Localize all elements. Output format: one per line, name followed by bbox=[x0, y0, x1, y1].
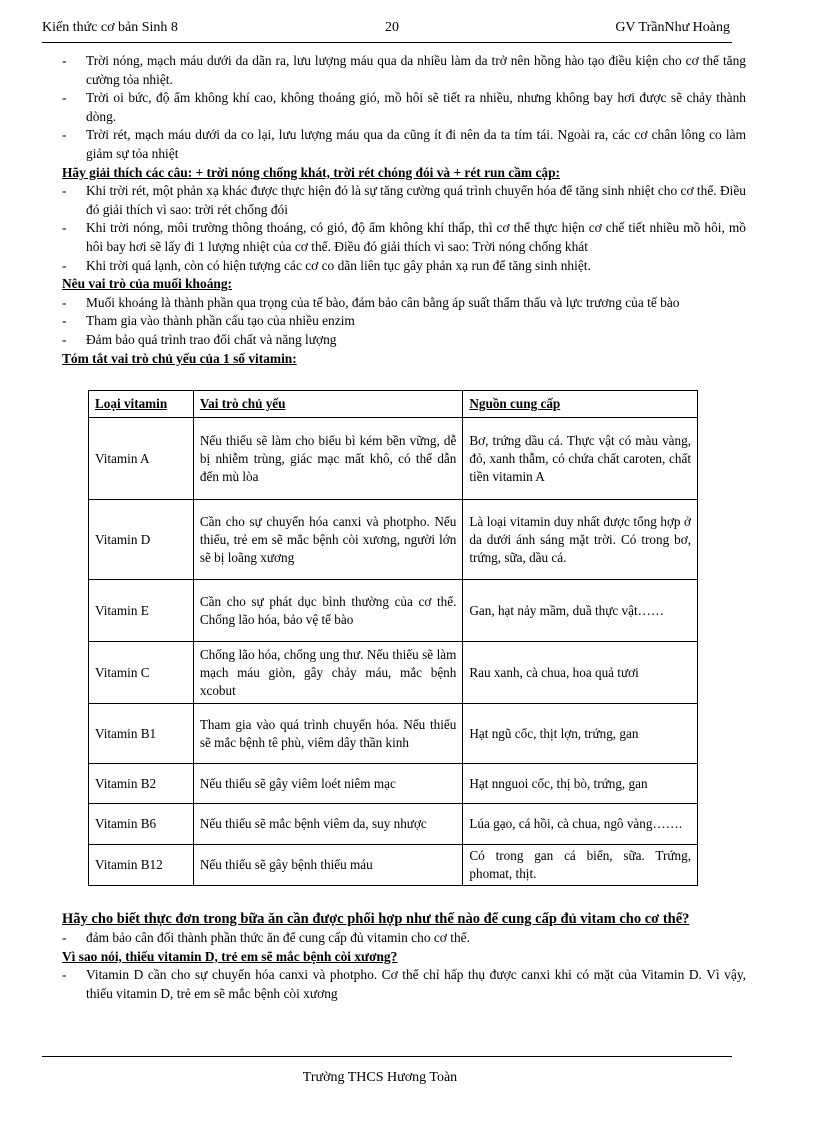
vitamin-source-cell: Bơ, trứng dầu cá. Thực vật có màu vàng, đỏ, xanh thẫm, có chứa chất caroten, chất tiền vitamin A bbox=[463, 418, 698, 500]
table-row bbox=[89, 500, 698, 580]
bullet-item: - Vitamin D cần cho sự chuyển hóa canxi và photpho. Cơ thể chỉ hấp thụ được canxi khi có mặt của Vitamin D. Vì vậy, thiếu vitamin D, trẻ em sẽ mắc bệnh còi xương bbox=[62, 967, 746, 1001]
section-heading-menu: Hãy cho biết thực đơn trong bữa ăn cần được phối hợp như thế nào để cung cấp đủ vitam cho cơ thể? bbox=[62, 911, 690, 928]
column-header-vitamin: Loại vitamin bbox=[89, 391, 194, 418]
vitamin-name-cell: Vitamin B12 bbox=[89, 845, 194, 886]
vitamin-source-cell: Có trong gan cá biển, sữa. Trứng, phomat, thịt. bbox=[463, 845, 698, 886]
vitamin-source-cell: Lúa gạo, cá hồi, cà chua, ngô vàng……. bbox=[463, 804, 698, 845]
vitamin-source-cell: Là loại vitamin duy nhất được tổng hợp ở da dưới ánh sáng mặt trời. Có trong bơ, trứng, sữa, dầu cá. bbox=[463, 500, 698, 580]
bullet-item: - Tham gia vào thành phần cấu tạo của nhiều enzim bbox=[62, 313, 355, 329]
section-heading-minerals: Nêu vai trò của muối khoáng: bbox=[62, 276, 232, 292]
section-heading-rickets: Vì sao nói, thiếu vitamin D, trẻ em sẽ mắc bệnh còi xương? bbox=[62, 948, 398, 964]
vitamin-role-cell: Tham gia vào quá trình chuyển hóa. Nếu thiếu sẽ mắc bệnh tê phù, viêm dây thần kinh bbox=[193, 704, 463, 764]
intro-bullet-list bbox=[62, 52, 746, 164]
bullet-item: - Khi trời nóng, môi trường thông thoáng, có gió, độ ẩm không khí thấp, thì cơ thể thực hiện cơ chế tiết nhiều mồ hôi, mồ hôi bay hơi sẽ lấy đi 1 lượng nhiệt của cơ thể. Điều đó giải thích vì sao: Trời nóng chống khát bbox=[62, 220, 746, 254]
vitamin-role-cell: Cần cho sự phát dục bình thường của cơ thể. Chống lão hóa, bảo vệ tế bào bbox=[193, 580, 463, 642]
bullet-item: - Muối khoáng là thành phần qua trọng của tế bào, đảm bảo cân bằng áp suất thẩm thấu và lực trương của tế bào bbox=[62, 294, 680, 310]
page-header bbox=[42, 20, 732, 43]
vitamin-source-cell: Hạt ngũ cốc, thịt lợn, trứng, gan bbox=[463, 704, 698, 764]
bullet-item: - Trời nóng, mạch máu dưới da dãn ra, lưu lượng máu qua da nhiều làm da trở nên hồng hào tạo điều kiện cho cơ thể tăng cường tỏa nhiệt. bbox=[62, 53, 746, 87]
footer-divider bbox=[42, 1056, 732, 1057]
vitamin-name-cell: Vitamin C bbox=[89, 642, 194, 704]
bullet-item: - đảm bảo cân đối thành phần thức ăn để cung cấp đủ vitamin cho cơ thể. bbox=[62, 930, 470, 946]
page-footer: Trường THCS Hương Toàn bbox=[302, 1070, 458, 1085]
vitamin-name-cell: Vitamin D bbox=[89, 500, 194, 580]
section-heading-explain: Hãy giải thích các câu: + trời nóng chống khát, trời rét chóng đói và + rét run cầm cập: bbox=[62, 164, 560, 180]
header-subject: Kiến thức cơ bản Sinh 8 bbox=[42, 20, 178, 35]
table-row bbox=[89, 580, 698, 642]
table-row bbox=[89, 764, 698, 804]
bullet-item: - Khi trời quá lạnh, còn có hiện tượng các cơ co dãn liên tục gây phản xạ run để tăng sinh nhiệt. bbox=[62, 257, 591, 273]
vitamin-table bbox=[88, 390, 698, 886]
table-row bbox=[89, 845, 698, 886]
bullet-item: - Đảm bảo quá trình trao đổi chất và năng lượng bbox=[62, 331, 337, 347]
vitamin-role-cell: Nếu thiếu sẽ gây viêm loét niêm mạc bbox=[193, 764, 463, 804]
vitamin-role-cell: Nếu thiếu sẽ làm cho biểu bì kém bền vững, dễ bị nhiễm trùng, giác mạc mất khô, có thể dẫn đến mù lòa bbox=[193, 418, 463, 500]
table-row bbox=[89, 418, 698, 500]
header-teacher: GV TrầnNhư Hoàng bbox=[615, 20, 730, 35]
table-row bbox=[89, 804, 698, 845]
bullet-item: - Trời oi bức, độ ẩm không khí cao, không thoáng gió, mồ hôi sẽ tiết ra nhiều, nhưng không bay hơi được sẽ chảy thành dòng. bbox=[62, 90, 746, 124]
table-header-row bbox=[89, 391, 698, 418]
vitamin-name-cell: Vitamin A bbox=[89, 418, 194, 500]
vitamin-name-cell: Vitamin B2 bbox=[89, 764, 194, 804]
document-body bbox=[62, 52, 746, 1003]
vitamin-role-cell: Nếu thiếu sẽ gây bệnh thiếu máu bbox=[193, 845, 463, 886]
vitamin-name-cell: Vitamin B6 bbox=[89, 804, 194, 845]
bullet-item: - Khi trời rét, một phản xạ khác được thực hiện đó là sự tăng cường quá trình chuyển hóa để tăng sinh nhiệt cho cơ thể. Điều đó giải thích vì sao: trời rét chống đói bbox=[62, 183, 746, 217]
vitamin-source-cell: Hạt nnguoi cốc, thị bò, trứng, gan bbox=[463, 764, 698, 804]
section-heading-vitamins: Tóm tắt vai trò chủ yếu của 1 số vitamin: bbox=[62, 350, 297, 366]
minerals-bullet-list bbox=[62, 294, 746, 350]
vitamin-name-cell: Vitamin B1 bbox=[89, 704, 194, 764]
vitamin-name-cell: Vitamin E bbox=[89, 580, 194, 642]
explain-bullet-list bbox=[62, 182, 746, 275]
vitamin-source-cell: Rau xanh, cà chua, hoa quả tươi bbox=[463, 642, 698, 704]
bullet-item: - Trời rét, mạch máu dưới da co lại, lưu lượng máu qua da cũng ít đi nên da ta tím tái. Ngoài ra, các cơ chân lông co làm giảm sự tỏa nhiệt bbox=[62, 127, 746, 161]
vitamin-role-cell: Cần cho sự chuyển hóa canxi và photpho. Nếu thiếu, trẻ em sẽ mắc bệnh còi xương, người lớn sẽ bị loãng xương bbox=[193, 500, 463, 580]
vitamin-role-cell: Chống lão hóa, chống ung thư. Nếu thiếu sẽ làm mạch máu giòn, gây chảy máu, mắc bệnh xcobut bbox=[193, 642, 463, 704]
vitamin-role-cell: Nếu thiếu sẽ mắc bệnh viêm da, suy nhược bbox=[193, 804, 463, 845]
column-header-role: Vai trò chủ yếu bbox=[193, 391, 463, 418]
vitamin-source-cell: Gan, hạt nảy mầm, duầ thực vật…… bbox=[463, 580, 698, 642]
table-row bbox=[89, 642, 698, 704]
table-row bbox=[89, 704, 698, 764]
column-header-source: Nguồn cung cấp bbox=[463, 391, 698, 418]
page-number: 20 bbox=[385, 20, 399, 35]
